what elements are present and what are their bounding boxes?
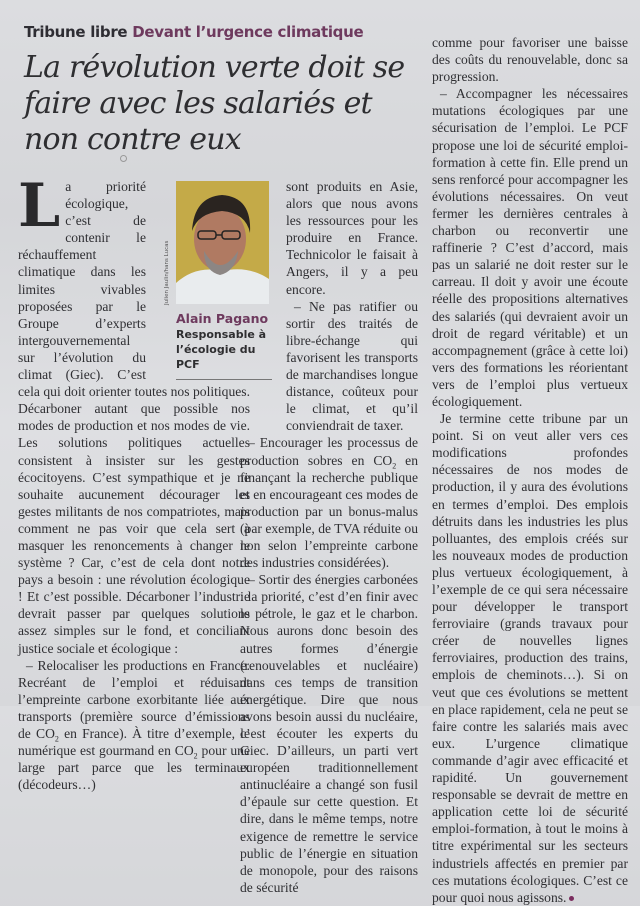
paragraph-9 (432, 410, 628, 906)
column-3 (432, 34, 628, 905)
paragraph-2-text-b: en France). À titre d’exemple, le numérique est gourmand en CO (18, 726, 250, 759)
paragraph-2-text-c: pour une large part parce que les terminaux (décodeurs…) (18, 743, 250, 793)
portrait-image (176, 181, 269, 304)
subscript: 2 (392, 461, 397, 471)
kicker (24, 23, 363, 41)
paragraph-5-text-b: en finançant la recherche publique et en encourageant ces modes de production par un bonus-malus (par exemple, de TVA réduite ou non selon l’empreinte carbone des industries considérées). (240, 452, 419, 571)
section-label: Tribune libre (24, 23, 128, 41)
author-photo (176, 181, 269, 304)
subject-label: Devant l’urgence climatique (132, 23, 364, 41)
paragraph-4: – Ne pas ratifier ou sortir des traités de libre-échange qui favorisent les transports de marchandises longue distance, coûteux pour le climat, et qu’il conviendrait de taxer. (286, 298, 418, 434)
paragraph-5 (240, 434, 418, 571)
divider (176, 379, 272, 380)
paragraph-2 (18, 657, 250, 794)
author-box (176, 311, 278, 380)
paragraph-3: sont produits en Asie, alors que nous avons les ressources pour les produire en France. Technicolor le faisait à Angers, il y a peu encore. (286, 179, 418, 297)
author-role: Responsable à l’écologie du PCF (176, 328, 267, 371)
end-mark-icon (569, 896, 574, 901)
drop-cap: L (18, 171, 61, 241)
paragraph-7: comme pour favoriser une baisse des coûts du renouvelable, donc sa progression. (432, 35, 628, 85)
headline: La révolution verte doit se faire avec les salariés et non contre eux (24, 50, 405, 157)
paragraph-9-text: Je termine cette tribune par un point. Si on veut aller vers ces modifications profondes nécessaires de nos modes de production, il y aura des évolutions en termes d’emploi. Des emplois détruits dans les industries les plus polluantes, des emplois créés sur les nouveaux modes de production plus vertueux écologiquement, à l’exemple de ce qui sera nécessaire pour développer le transport ferroviaire (grands travaux pour créer de nouvelles lignes ferroviaires, production des trains, emplois de cheminots…). Si on veut que ces évolutions se mettent en place rapidement, cela ne peut se faire contre les salariés mais avec eux. L’urgence climatique commande d’agir avec efficacité et rapidité. Un gouvernement responsable se devrait de mettre en application cette loi de sécurité emploi-formation, à tout le moins à titre expérimental sur les secteurs industriels affectés en premier par ces mutations écologiques. C’est ce pour quoi nous agissons. (432, 411, 628, 905)
author-name: Alain Pagano (176, 311, 269, 326)
paragraph-5-text-a: – Encourager les processus de production sobres en CO (240, 435, 418, 468)
photo-credit: Julien Jaulin/hans Lucas (164, 240, 170, 305)
decorative-dot (120, 155, 127, 162)
paragraph-2-text-a: – Relocaliser les productions en France. Recréant de l’emploi et réduisant l’empreinte carbone exorbitante liée aux transports (première source d’émissions de CO (18, 657, 250, 741)
subscript: 2 (54, 734, 59, 744)
paragraph-1-text: a priorité écologique, c’est de contenir le réchauffement climatique dans les limites vivables proposées par le Groupe d’experts intergouvernemental sur l’évolution du climat (Giec). C’est cela qui doit orienter toutes nos politiques. Décarboner autant que possible nos modes de production et nos modes de vie. Les solutions politiques actuelles consistent à insister sur les gestes écocitoyens. C’est sympathique et je ne souhaite aucunement décourager les gestes militants de nos compatriotes, mais comment ne pas voir que cela sert à masquer les renoncements à changer le système ? Car, c’est de cela dont notre pays a besoin : une révolution écologique ! Et c’est possible. Décarboner l’industrie devrait passer par quelques solutions assez simples sur le fond, et conciliant justice sociale et écologique : (18, 179, 250, 656)
subscript: 2 (193, 751, 198, 761)
paragraph-6: – Sortir des énergies carbonées : la priorité, c’est d’en finir avec le pétrole, le gaz et le charbon. Nous aurons donc besoin des autres formes d’énergie (renouvelables et nucléaire) dans ces temps de transition énergétique. Dire que nous avons besoin aussi du nucléaire, c’est écouter les experts du Giec. D’ailleurs, un parti vert européen traditionnellement antinucléaire a changé son fusil d’épaule sur cette question. Et dire, dans le même temps, notre exigence de remettre le service public de l’énergie en situation de monopole, pour des raisons de sécurité (240, 572, 418, 895)
paragraph-8: – Accompagner les nécessaires mutations écologiques par une sécurisation de l’emploi. Le PCF propose une loi de sécurité emploi- formation à cette fin. Elle prend un sens renforcé pour accompagner les évolutions nécessaires. On veut fermer les dernières centrales à charbon ou reconvertir une raffinerie ? C’est d’accord, mais pas un salarié ne doit rester sur le carreau. Il doit y avoir une écoute réelle des propositions alternatives des salariés (qui devraient avoir un droit de regard véritable) et un accompagnement (grâce à cette loi) vers des formations les réorientant vers de l’emploi plus vertueux écologiquement. (432, 86, 628, 409)
